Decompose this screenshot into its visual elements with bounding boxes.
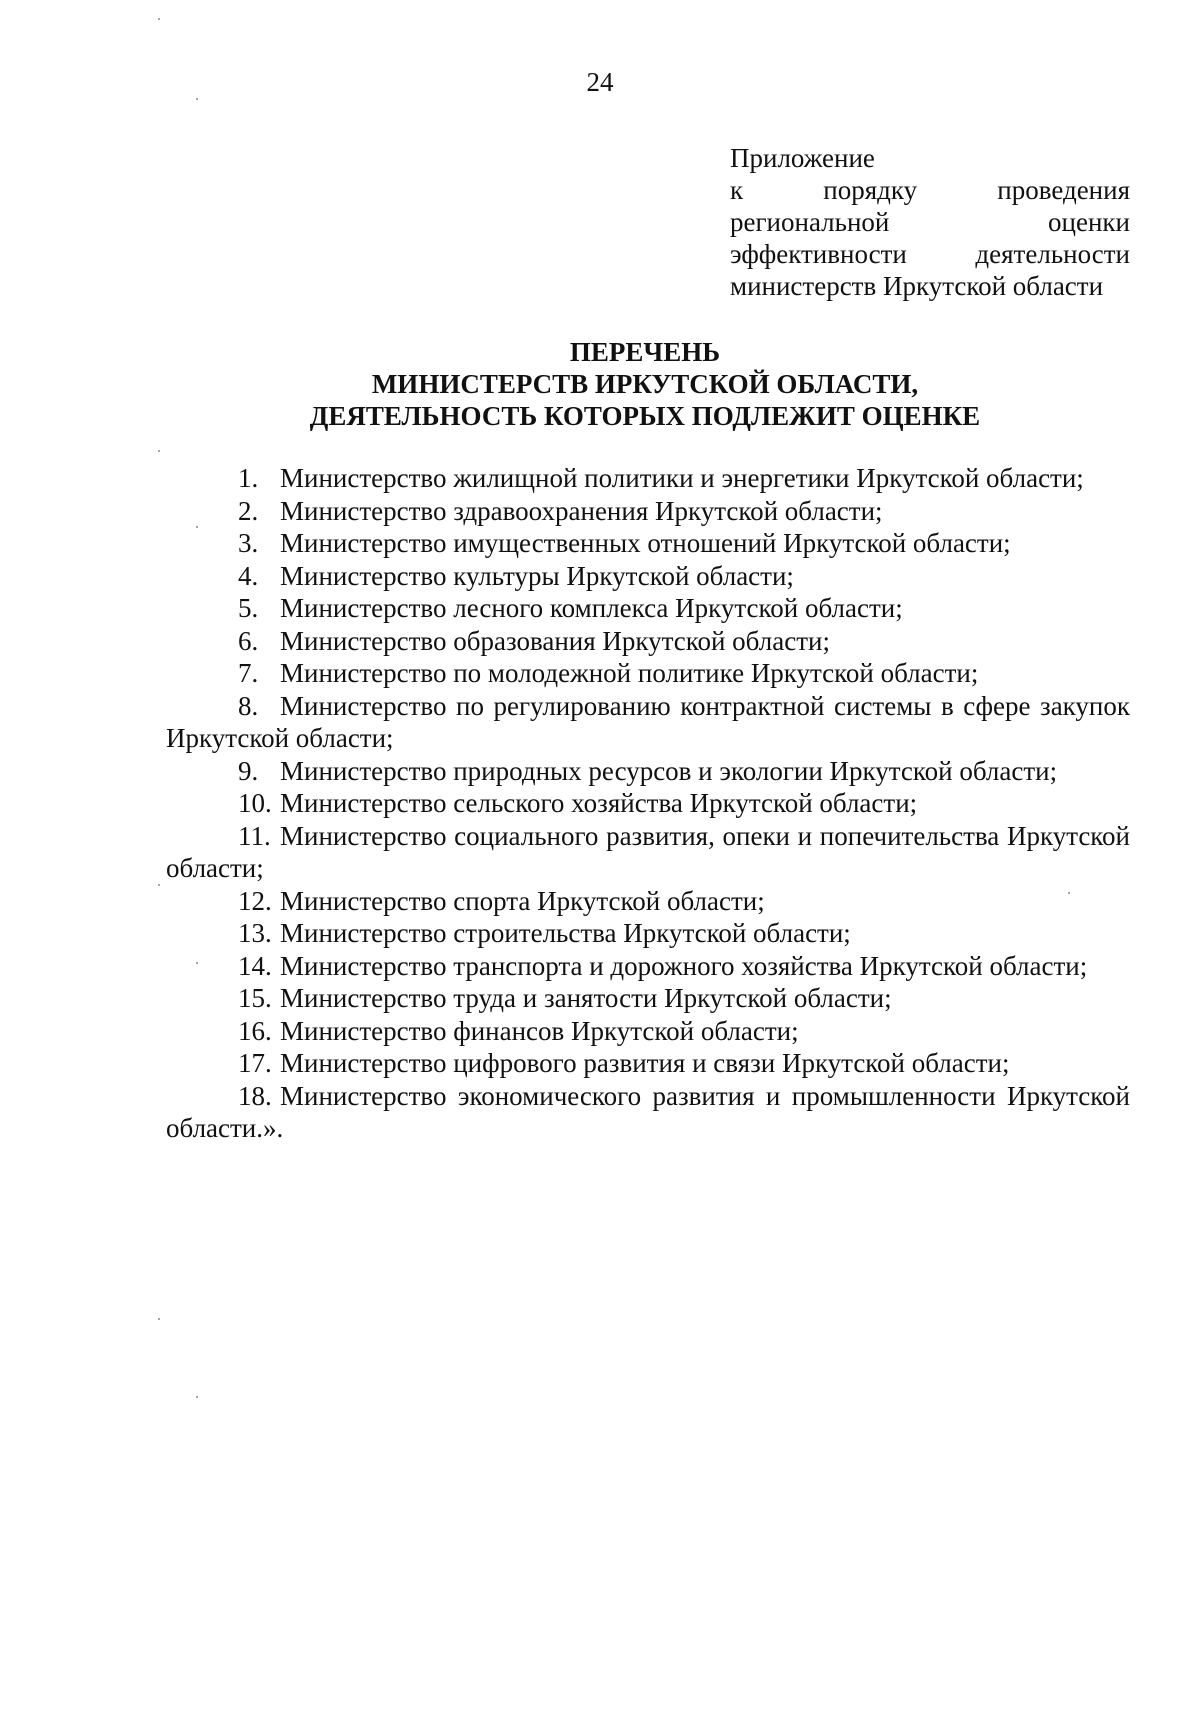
list-item xyxy=(166,787,1130,820)
document-title xyxy=(0,336,1200,432)
item-number: 5. xyxy=(238,593,259,623)
item-number: 1. xyxy=(238,463,259,493)
item-text: Министерство природных ресурсов и экологии Иркутской области; xyxy=(280,755,1058,786)
list-item xyxy=(166,1080,1130,1145)
item-text: Министерство финансов Иркутской области; xyxy=(280,1015,799,1046)
item-text: Министерство жилищной политики и энергетики Иркутской области; xyxy=(280,463,1084,493)
item-text: Министерство здравоохранения Иркутской области; xyxy=(280,495,883,526)
item-number: 9. xyxy=(238,755,259,786)
item-number: 7. xyxy=(238,658,259,688)
appendix-line: к порядку проведения xyxy=(730,175,1130,205)
item-text: Министерство имущественных отношений Иркутской области; xyxy=(280,528,1011,558)
list-item xyxy=(166,917,1130,950)
scan-speck xyxy=(158,1318,160,1320)
list-item xyxy=(166,560,1130,593)
ministry-list xyxy=(166,462,1130,1145)
item-number: 13. xyxy=(238,918,272,948)
list-item xyxy=(166,982,1130,1015)
item-text: Министерство труда и занятости Иркутской области; xyxy=(280,983,892,1013)
list-item xyxy=(166,820,1130,885)
item-text: Министерство по молодежной политике Иркутской области; xyxy=(280,658,979,688)
appendix-line: Приложение xyxy=(730,143,875,173)
item-number: 11. xyxy=(238,820,271,851)
list-item xyxy=(166,755,1130,788)
item-text: Министерство по регулированию контрактной системы в сфере закупок Иркутской области; xyxy=(166,690,1130,753)
item-number: 12. xyxy=(238,885,272,916)
scan-speck xyxy=(1068,892,1070,894)
list-item xyxy=(166,495,1130,528)
scan-speck xyxy=(196,1396,198,1398)
item-number: 8. xyxy=(238,690,259,721)
item-text: Министерство культуры Иркутской области; xyxy=(280,560,794,591)
scan-speck xyxy=(196,962,198,964)
appendix-line: министерств Иркутской области xyxy=(730,271,1104,301)
item-text: Министерство транспорта и дорожного хозяйства Иркутской области; xyxy=(280,950,1088,981)
list-item xyxy=(166,885,1130,918)
list-item xyxy=(166,1047,1130,1080)
item-text: Министерство образования Иркутской области; xyxy=(280,625,830,656)
item-text: Министерство лесного комплекса Иркутской области; xyxy=(280,593,903,623)
list-item xyxy=(166,592,1130,625)
item-number: 2. xyxy=(238,495,259,526)
item-number: 15. xyxy=(238,983,272,1013)
item-text: Министерство спорта Иркутской области; xyxy=(280,885,765,916)
title-line: ДЕЯТЕЛЬНОСТЬ КОТОРЫХ ПОДЛЕЖИТ ОЦЕНКЕ xyxy=(309,401,981,431)
item-number: 17. xyxy=(238,1048,272,1078)
list-item xyxy=(166,690,1130,755)
list-item xyxy=(166,527,1130,560)
page-number: 24 xyxy=(586,67,614,97)
title-line: МИНИСТЕРСТВ ИРКУТСКОЙ ОБЛАСТИ, xyxy=(371,369,919,399)
list-item xyxy=(166,950,1130,983)
title-line: ПЕРЕЧЕНЬ xyxy=(569,337,721,367)
item-number: 3. xyxy=(238,528,259,558)
item-number: 6. xyxy=(238,625,259,656)
item-number: 18. xyxy=(238,1080,272,1111)
appendix-line: региональной оценки xyxy=(730,207,1130,237)
list-item xyxy=(166,1015,1130,1048)
list-item xyxy=(166,657,1130,690)
list-item xyxy=(166,462,1130,495)
list-item xyxy=(166,625,1130,658)
item-number: 14. xyxy=(238,950,272,981)
appendix-line: эффективности деятельности xyxy=(730,239,1130,269)
item-text: Министерство социального развития, опеки и попечительства Иркутской области; xyxy=(166,820,1130,883)
scan-speck xyxy=(196,98,198,100)
scan-speck xyxy=(158,450,160,452)
item-text: Министерство цифрового развития и связи Иркутской области; xyxy=(280,1048,1010,1078)
scan-speck xyxy=(158,884,160,886)
item-number: 4. xyxy=(238,560,259,591)
scan-speck xyxy=(196,526,198,528)
scan-speck xyxy=(158,18,160,20)
item-text: Министерство экономического развития и промышленности Иркутской области.». xyxy=(166,1080,1130,1143)
item-text: Министерство сельского хозяйства Иркутской области; xyxy=(280,788,918,818)
item-number: 16. xyxy=(238,1015,272,1046)
item-number: 10. xyxy=(238,788,272,818)
item-text: Министерство строительства Иркутской области; xyxy=(280,918,851,948)
appendix-note xyxy=(730,142,1130,302)
